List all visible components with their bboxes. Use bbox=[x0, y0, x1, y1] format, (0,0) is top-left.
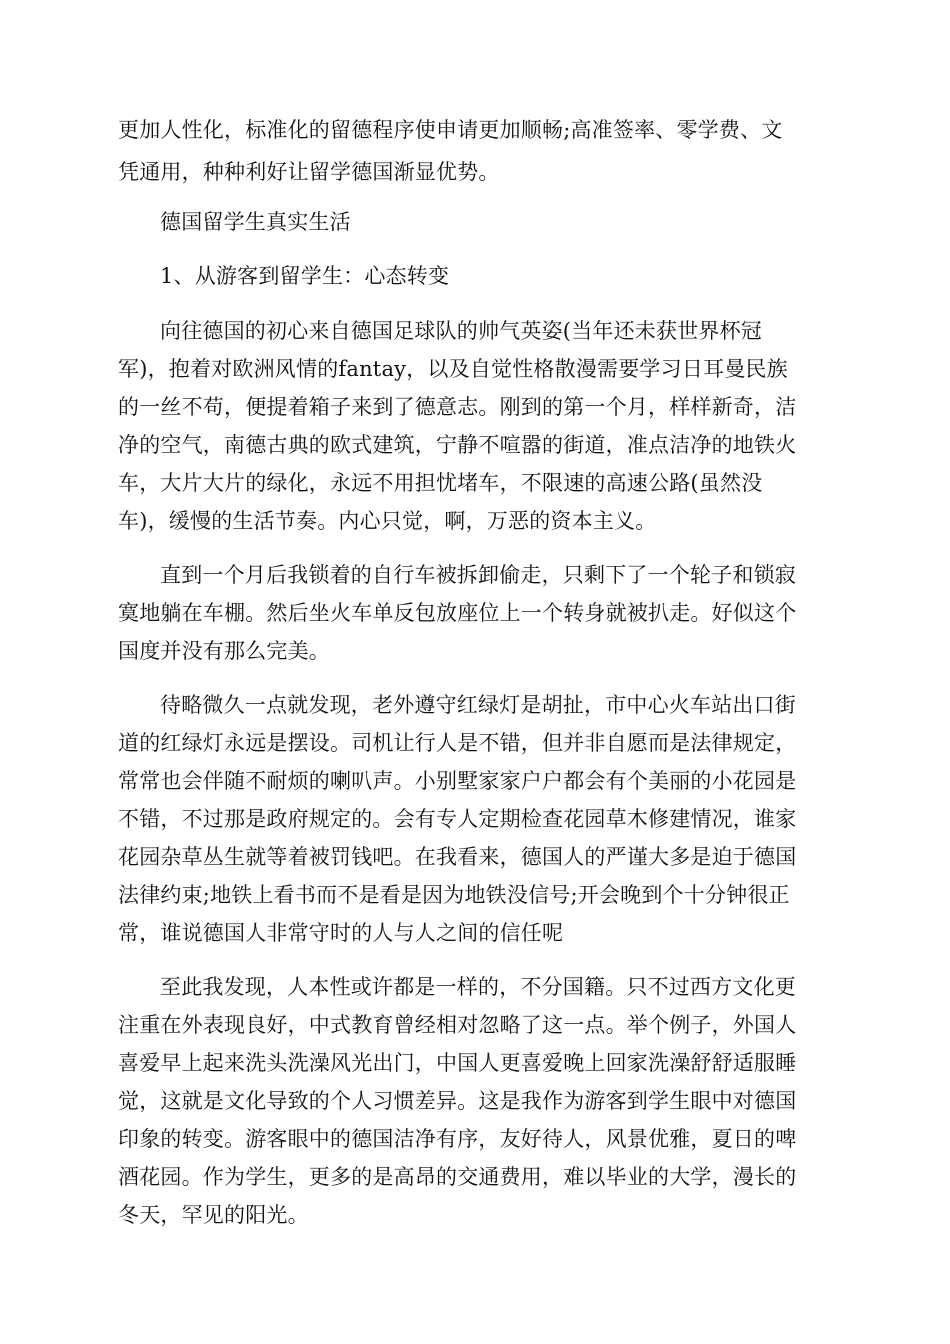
paragraph-4-line-1: 待略微久一点就发现，老外遵守红绿灯是胡扯，市中心火车站出口街 bbox=[160, 693, 796, 717]
section-heading: 德国留学生真实生活 bbox=[160, 210, 351, 234]
paragraph-5-line-5: 印象的转变。游客眼中的德国洁净有序，友好待人，风景优雅，夏日的啤 bbox=[118, 1127, 797, 1151]
paragraph-2-line-6: 车)，缓慢的生活节奏。内心只觉，啊，万恶的资本主义。 bbox=[118, 509, 657, 533]
paragraph-4-line-5: 花园杂草丛生就等着被罚钱吧。在我看来，德国人的严谨大多是迫于德国 bbox=[118, 845, 797, 869]
paragraph-4-line-2: 道的红绿灯永远是摆设。司机让行人是不错，但并非自愿而是法律规定， bbox=[118, 731, 797, 755]
paragraph-1-line-2: 凭通用，种种利好让留学德国渐显优势。 bbox=[118, 160, 500, 184]
paragraph-5-line-4: 觉，这就是文化导致的个人习惯差异。这是我作为游客到学生眼中对德国 bbox=[118, 1089, 797, 1113]
paragraph-2-line-2: 军)，抱着对欧洲风情的fantay，以及自觉性格散漫需要学习日耳曼民族 bbox=[118, 357, 788, 381]
paragraph-1-line-1: 更加人性化，标准化的留德程序使申请更加顺畅;高准签率、零学费、文 bbox=[118, 118, 783, 142]
paragraph-5-line-7: 冬天，罕见的阳光。 bbox=[118, 1203, 309, 1227]
paragraph-5-line-2: 注重在外表现良好，中式教育曾经相对忽略了这一点。举个例子，外国人 bbox=[118, 1013, 797, 1037]
paragraph-2-line-1: 向往德国的初心来自德国足球队的帅气英姿(当年还未获世界杯冠 bbox=[160, 319, 762, 343]
subsection-heading: 1、从游客到留学生：心态转变 bbox=[160, 264, 450, 288]
paragraph-5-line-1: 至此我发现，人本性或许都是一样的，不分国籍。只不过西方文化更 bbox=[160, 975, 796, 999]
paragraph-3-line-3: 国度并没有那么完美。 bbox=[118, 639, 330, 663]
paragraph-5-line-6: 酒花园。作为学生，更多的是高昂的交通费用，难以毕业的大学，漫长的 bbox=[118, 1165, 797, 1189]
paragraph-4-line-4: 不错，不过那是政府规定的。会有专人定期检查花园草木修建情况，谁家 bbox=[118, 807, 797, 831]
paragraph-4-line-7: 常，谁说德国人非常守时的人与人之间的信任呢 bbox=[118, 921, 564, 945]
paragraph-2-line-3: 的一丝不苟，便提着箱子来到了德意志。刚到的第一个月，样样新奇，洁 bbox=[118, 395, 797, 419]
paragraph-2-line-4: 净的空气，南德古典的欧式建筑，宁静不喧嚣的街道，准点洁净的地铁火 bbox=[118, 433, 797, 457]
paragraph-4-line-6: 法律约束;地铁上看书而不是看是因为地铁没信号;开会晚到个十分钟很正 bbox=[118, 883, 790, 907]
paragraph-5-line-3: 喜爱早上起来洗头洗澡风光出门，中国人更喜爱晚上回家洗澡舒舒适服睡 bbox=[118, 1051, 797, 1075]
paragraph-3-line-1: 直到一个月后我锁着的自行车被拆卸偷走，只剩下了一个轮子和锁寂 bbox=[160, 563, 796, 587]
paragraph-3-line-2: 寞地躺在车棚。然后坐火车单反包放座位上一个转身就被扒走。好似这个 bbox=[118, 601, 797, 625]
paragraph-2-line-5: 车，大片大片的绿化，永远不用担忧堵车，不限速的高速公路(虽然没 bbox=[118, 471, 763, 495]
paragraph-4-line-3: 常常也会伴随不耐烦的喇叭声。小别墅家家户户都会有个美丽的小花园是 bbox=[118, 769, 797, 793]
